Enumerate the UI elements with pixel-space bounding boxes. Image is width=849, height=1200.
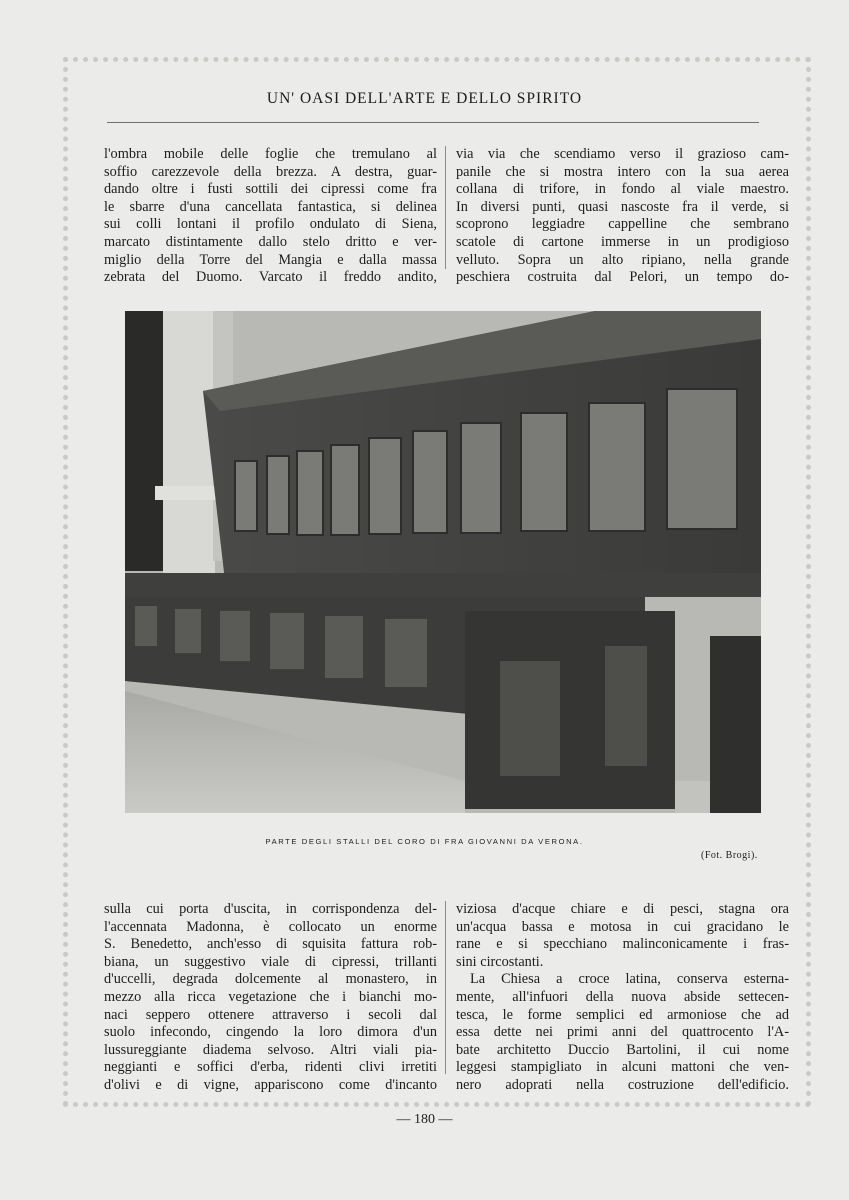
text-line: rane e si specchiano malinconicamente i fras- [456, 936, 789, 953]
text-line: soffio carezzevole della brezza. A destra, guar- [104, 163, 437, 180]
text-column-bottom-right [456, 901, 789, 1095]
text-line: scatole di cartone immerse in un prodigioso [456, 233, 789, 250]
choir-stalls-photograph [125, 311, 761, 813]
text-line: essa dette nei primi anni del quattrocento l'A- [456, 1024, 789, 1041]
text-line: l'accennata Madonna, è collocato un enorme [104, 918, 437, 935]
column-divider [445, 901, 446, 1074]
text-line: nero adoprati nella costruzione dell'edificio. [456, 1076, 789, 1093]
text-line: lussureggiante diadema selvoso. Altri viali pia- [104, 1041, 437, 1058]
text-line: scoprono leggiadre cappelline che sembrano [456, 216, 789, 233]
text-line: mezzo alla ricca vegetazione che i bianchi mo- [104, 988, 437, 1005]
text-line: via via che scendiamo verso il grazioso cam- [456, 146, 789, 162]
text-line: viziosa d'acque chiare e di pesci, stagna ora [456, 901, 789, 917]
text-line: tesca, le forme semplici ed armoniose che ad [456, 1006, 789, 1023]
photo-credit: (Fot. Brogi). [701, 850, 758, 861]
text-line: sui colli lontani il profilo ondulato di Siena, [104, 216, 437, 233]
text-line: peschiera costruita dal Pelori, un tempo do- [456, 269, 789, 286]
text-line: l'ombra mobile delle foglie che tremulano al [104, 146, 437, 162]
text-line: le sbarre d'una cancellata fantastica, si delinea [104, 198, 437, 215]
text-line: panile che si mostra intero con la sua aerea [456, 163, 789, 180]
text-line: leggesi stampigliato in alcuni mattoni che ven- [456, 1059, 789, 1076]
text-line: S. Benedetto, anch'esso di squisita fattura rob- [104, 936, 437, 953]
text-line: d'uccelli, degrada dolcemente al monastero, in [104, 971, 437, 988]
page-number: — 180 — [396, 1112, 453, 1127]
figure-caption: PARTE DEGLI STALLI DEL CORO DI FRA GIOVANNI DA VERONA. [265, 837, 584, 846]
text-line: zebrata del Duomo. Varcato il freddo andito, [104, 269, 437, 286]
text-line: naci seppero ottenere attraverso i secoli dal [104, 1006, 437, 1023]
text-line: suolo infecondo, cingendo la loro dimora d'un [104, 1024, 437, 1041]
text-line: La Chiesa a croce latina, conserva esterna- [470, 971, 789, 988]
text-line: neggianti e soffici d'erba, ridenti clivi irretiti [104, 1059, 437, 1076]
column-divider [445, 146, 446, 269]
text-line: un'acqua bassa e motosa in cui gracidano le [456, 918, 789, 935]
text-line: d'olivi e di vigne, appariscono come d'incanto [104, 1076, 437, 1093]
text-column-top-right [456, 146, 789, 287]
text-line: miglio della Torre del Mangia e dalla massa [104, 251, 437, 268]
text-line: mente, all'infuori della nuova abside settecen- [456, 988, 789, 1005]
text-line: marcato distintamente dallo stelo dritto e ver- [104, 233, 437, 250]
text-line: In diversi punti, quasi nascoste fra il verde, si [456, 198, 789, 215]
header-rule [107, 122, 759, 123]
text-line: dando oltre i fusti sottili dei cipressi come fra [104, 181, 437, 198]
text-line: velluto. Sopra un alto ripiano, nella grande [456, 251, 789, 268]
text-line: sulla cui porta d'uscita, in corrispondenza del- [104, 901, 437, 917]
text-column-bottom-left [104, 901, 437, 1095]
text-column-top-left [104, 146, 437, 287]
running-head: UN' OASI DELL'ARTE E DELLO SPIRITO [266, 90, 583, 107]
text-line: bate architetto Duccio Bartolini, il cui nome [456, 1041, 789, 1058]
text-line: sini circostanti. [456, 953, 544, 970]
text-line: collana di trifore, in fondo al viale maestro. [456, 181, 789, 198]
text-line: biana, un suggestivo viale di cipressi, trillanti [104, 953, 437, 970]
